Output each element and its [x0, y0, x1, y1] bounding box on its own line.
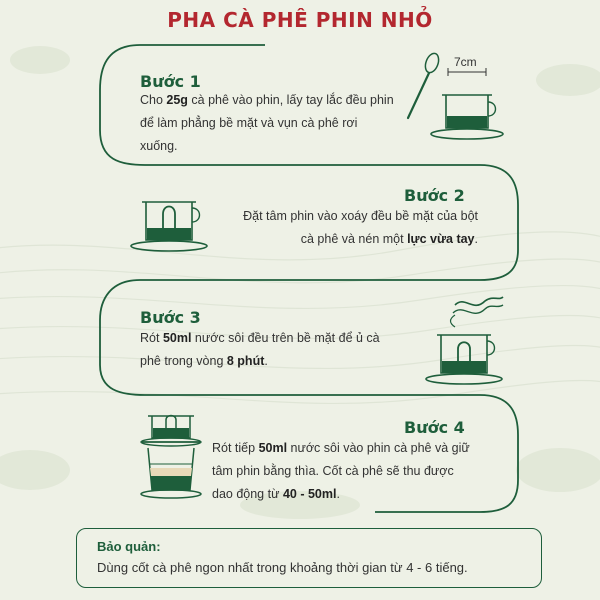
- phin-with-press-icon: [130, 192, 210, 254]
- dimension-label: 7cm: [454, 55, 477, 69]
- step-1-text: Cho 25g cà phê vào phin, lấy tay lắc đều phin để làm phẳng bề mặt và vụn cà phê rơi xuống.: [140, 93, 394, 153]
- step-1-title: Bước 1: [140, 72, 201, 91]
- spoon-and-phin-icon: [398, 50, 508, 145]
- page-title: PHA CÀ PHÊ PHIN NHỎ: [167, 8, 433, 32]
- step-3-text: Rót 50ml nước sôi đều trên bề mặt để ủ cà phê trong vòng 8 phút.: [140, 331, 380, 368]
- step-3-title: Bước 3: [140, 308, 201, 327]
- storage-note-text: Dùng cốt cà phê ngon nhất trong khoảng thời gian từ 4 - 6 tiếng.: [97, 560, 468, 575]
- step-4-title: Bước 4: [404, 418, 465, 437]
- step-2-title: Bước 2: [404, 186, 465, 205]
- step-2-text: Đặt tâm phin vào xoáy đều bề mặt của bột cà phê và nén một lực vừa tay.: [243, 209, 478, 246]
- phin-over-glass-icon: [132, 410, 212, 500]
- steaming-phin-icon: [425, 293, 510, 388]
- storage-note-title: Bảo quản:: [97, 539, 161, 554]
- storage-note-box: [76, 528, 542, 588]
- step-4-text: Rót tiếp 50ml nước sôi vào phin cà phê và giữ tâm phin bằng thìa. Cốt cà phê sẽ thu được dao động từ 40 - 50ml.: [212, 441, 470, 501]
